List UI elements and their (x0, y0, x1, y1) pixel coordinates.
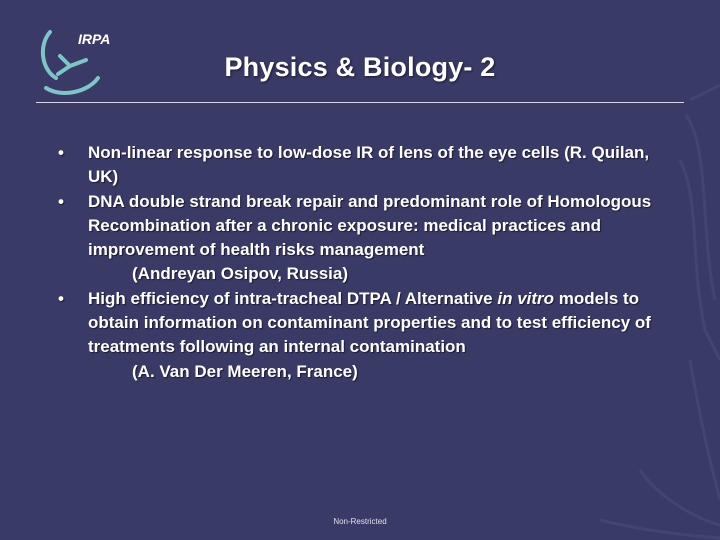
bullet-item-3 (58, 287, 678, 384)
bullet-text: Non-linear response to low-dose IR of lens of the eye cells (R. Quilan, UK) (88, 143, 650, 187)
slide-title: Physics & Biology- 2 (224, 52, 496, 82)
bullet-marker: • (58, 191, 64, 211)
bullet-text-end: models to obtain information on contaminant properties and to test efficiency of treatments following an internal contamination (88, 288, 651, 357)
logo-text: IRPA (78, 31, 111, 47)
bullet-marker: • (58, 288, 64, 308)
irpa-logo (36, 26, 112, 96)
title-divider (36, 102, 684, 103)
bullet-text-italic: in vitro (497, 288, 555, 308)
bullet-item-1 (58, 141, 678, 190)
bullet-marker: • (58, 143, 64, 162)
classification-footer: Non-Restricted (333, 517, 387, 526)
bullet-list (58, 141, 678, 384)
bullet-item-2 (58, 190, 678, 287)
bullet-text-start: High efficiency of intra-tracheal DTPA / Alternative (88, 288, 498, 308)
bullet-citation: (Andreyan Osipov, Russia) (132, 264, 349, 284)
bullet-citation: (A. Van Der Meeren, France) (132, 361, 358, 381)
bullet-text: DNA double strand break repair and predominant role of Homologous Recombination after a chronic exposure: medical practices and improvement of health risks management (88, 191, 652, 260)
